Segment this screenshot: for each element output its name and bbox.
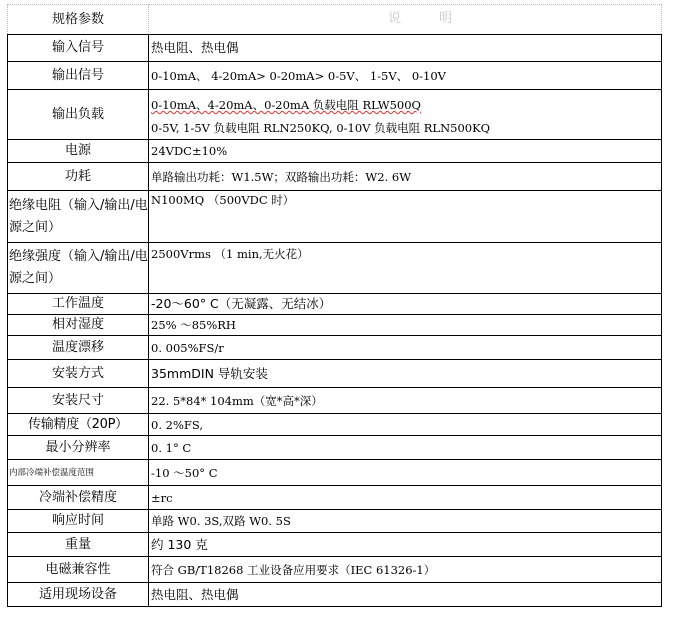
row-value: 热电阻、热电偶 (149, 583, 662, 607)
row-value (149, 90, 662, 140)
table-row (8, 486, 662, 510)
row-value: ±rc (149, 486, 662, 510)
row-label: 输出信号 (8, 62, 149, 90)
table-header-row (8, 5, 662, 35)
row-value: 0. 005%FS/r (149, 336, 662, 360)
table-row (8, 243, 662, 294)
table-row (8, 315, 662, 336)
row-value: 0. 1° C (149, 436, 662, 460)
header-value-cell (149, 5, 662, 35)
row-value: 22. 5*84* 104mm（宽*高*深） (149, 388, 662, 414)
row-label: 功耗 (8, 163, 149, 191)
table-row (8, 191, 662, 243)
row-label: 输入信号 (8, 35, 149, 62)
row-value: N100MQ （500VDC 时） (149, 191, 662, 243)
row-value-line2: 0-5V, 1-5V 负载电阻 RLN250KQ, 0-10V 负载电阻 RLN500KQ (151, 121, 491, 135)
row-value: -20～60° C（无凝露、无结冰） (149, 294, 662, 315)
header-value-part2: 明 (439, 11, 453, 26)
table-row (8, 510, 662, 533)
table-row (8, 460, 662, 486)
table-row (8, 140, 662, 163)
table-row (8, 62, 662, 90)
table-row (8, 336, 662, 360)
row-label: 冷端补偿精度 (8, 486, 149, 510)
row-value-line1: 0-10mA、4-20mA、0-20mA 负载电阻 RLW500Q (151, 98, 421, 112)
row-label: 安装尺寸 (8, 388, 149, 414)
row-label: 重量 (8, 533, 149, 557)
table-row (8, 557, 662, 583)
table-row (8, 583, 662, 607)
row-value: 35mmDIN 导轨安装 (149, 360, 662, 388)
row-label: 响应时间 (8, 510, 149, 533)
table-row (8, 360, 662, 388)
row-label: 安装方式 (8, 360, 149, 388)
header-label: 规格参数 (8, 5, 149, 35)
row-label: 输出负载 (8, 90, 149, 140)
row-label: 工作温度 (8, 294, 149, 315)
table-row (8, 163, 662, 191)
table-row (8, 414, 662, 436)
table-row (8, 35, 662, 62)
row-value: 热电阻、热电偶 (149, 35, 662, 62)
row-value: 24VDC±10% (149, 140, 662, 163)
row-value: 约 130 克 (149, 533, 662, 557)
table-row (8, 388, 662, 414)
row-label: 传输精度（20P） (8, 414, 149, 436)
header-value-part1: 说 (388, 11, 402, 26)
spec-table (7, 4, 662, 607)
row-label: 电磁兼容性 (8, 557, 149, 583)
row-value: -10 ～50° C (149, 460, 662, 486)
row-value: 2500Vrms （1 min,无火花） (149, 243, 662, 294)
row-label: 内部冷端补偿温度范围 (8, 460, 149, 486)
row-label: 最小分辨率 (8, 436, 149, 460)
row-value: 单路 W0. 3S,双路 W0. 5S (149, 510, 662, 533)
table-row (8, 90, 662, 140)
row-value: 0. 2%FS, (149, 414, 662, 436)
table-row (8, 533, 662, 557)
row-value: 25% ～85%RH (149, 315, 662, 336)
row-value: 单路输出功耗：W1.5W；双路输出功耗：W2. 6W (149, 163, 662, 191)
row-label: 适用现场设备 (8, 583, 149, 607)
row-value: 符合 GB/T18268 工业设备应用要求（IEC 61326-1） (149, 557, 662, 583)
row-label: 绝缘强度（输入/输出/电源之间） (8, 243, 149, 294)
row-label: 相对湿度 (8, 315, 149, 336)
row-label: 绝缘电阻（输入/输出/电源之间） (8, 191, 149, 243)
row-label: 电源 (8, 140, 149, 163)
table-row (8, 436, 662, 460)
table-row (8, 294, 662, 315)
row-value: 0-10mA、 4-20mA> 0-20mA> 0-5V、 1-5V、 0-10V (149, 62, 662, 90)
row-label: 温度漂移 (8, 336, 149, 360)
